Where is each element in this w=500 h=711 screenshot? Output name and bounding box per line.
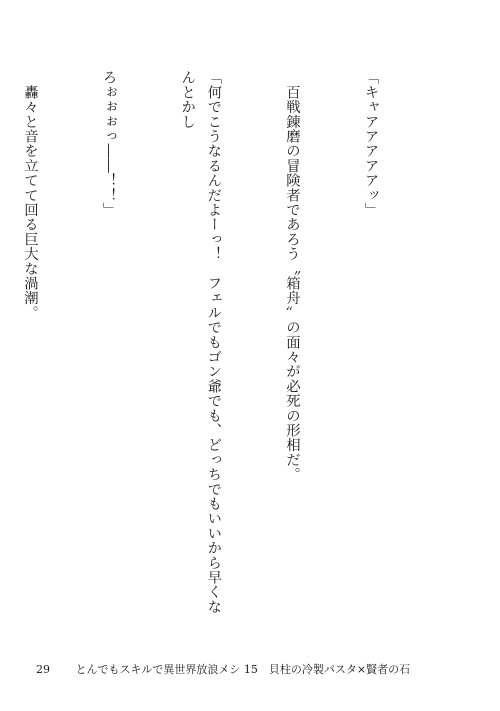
text-line: 轟々と音を立てて回る巨大な渦潮。 bbox=[21, 70, 38, 320]
book-title: とんでもスキルで異世界放浪メシ 15 貝柱の冷製パスタ×賢者の石 bbox=[75, 663, 411, 676]
page-number: 29 bbox=[36, 663, 50, 676]
novel-text-body bbox=[21, 70, 436, 625]
text-line: 「何でこうなるんだよーっ！ フェルでもゴン爺でも、どっちでもいいから早くなんとかし bbox=[179, 70, 222, 614]
text-line: 「キャアアアアアッ」 bbox=[362, 70, 379, 217]
page-footer bbox=[36, 661, 410, 677]
text-line: ろぉぉぉっ――！！」 bbox=[100, 70, 117, 217]
text-line: 百戦錬磨の冒険者であろう〝箱舟〟の面々が必死の形相だ。 bbox=[283, 70, 300, 482]
